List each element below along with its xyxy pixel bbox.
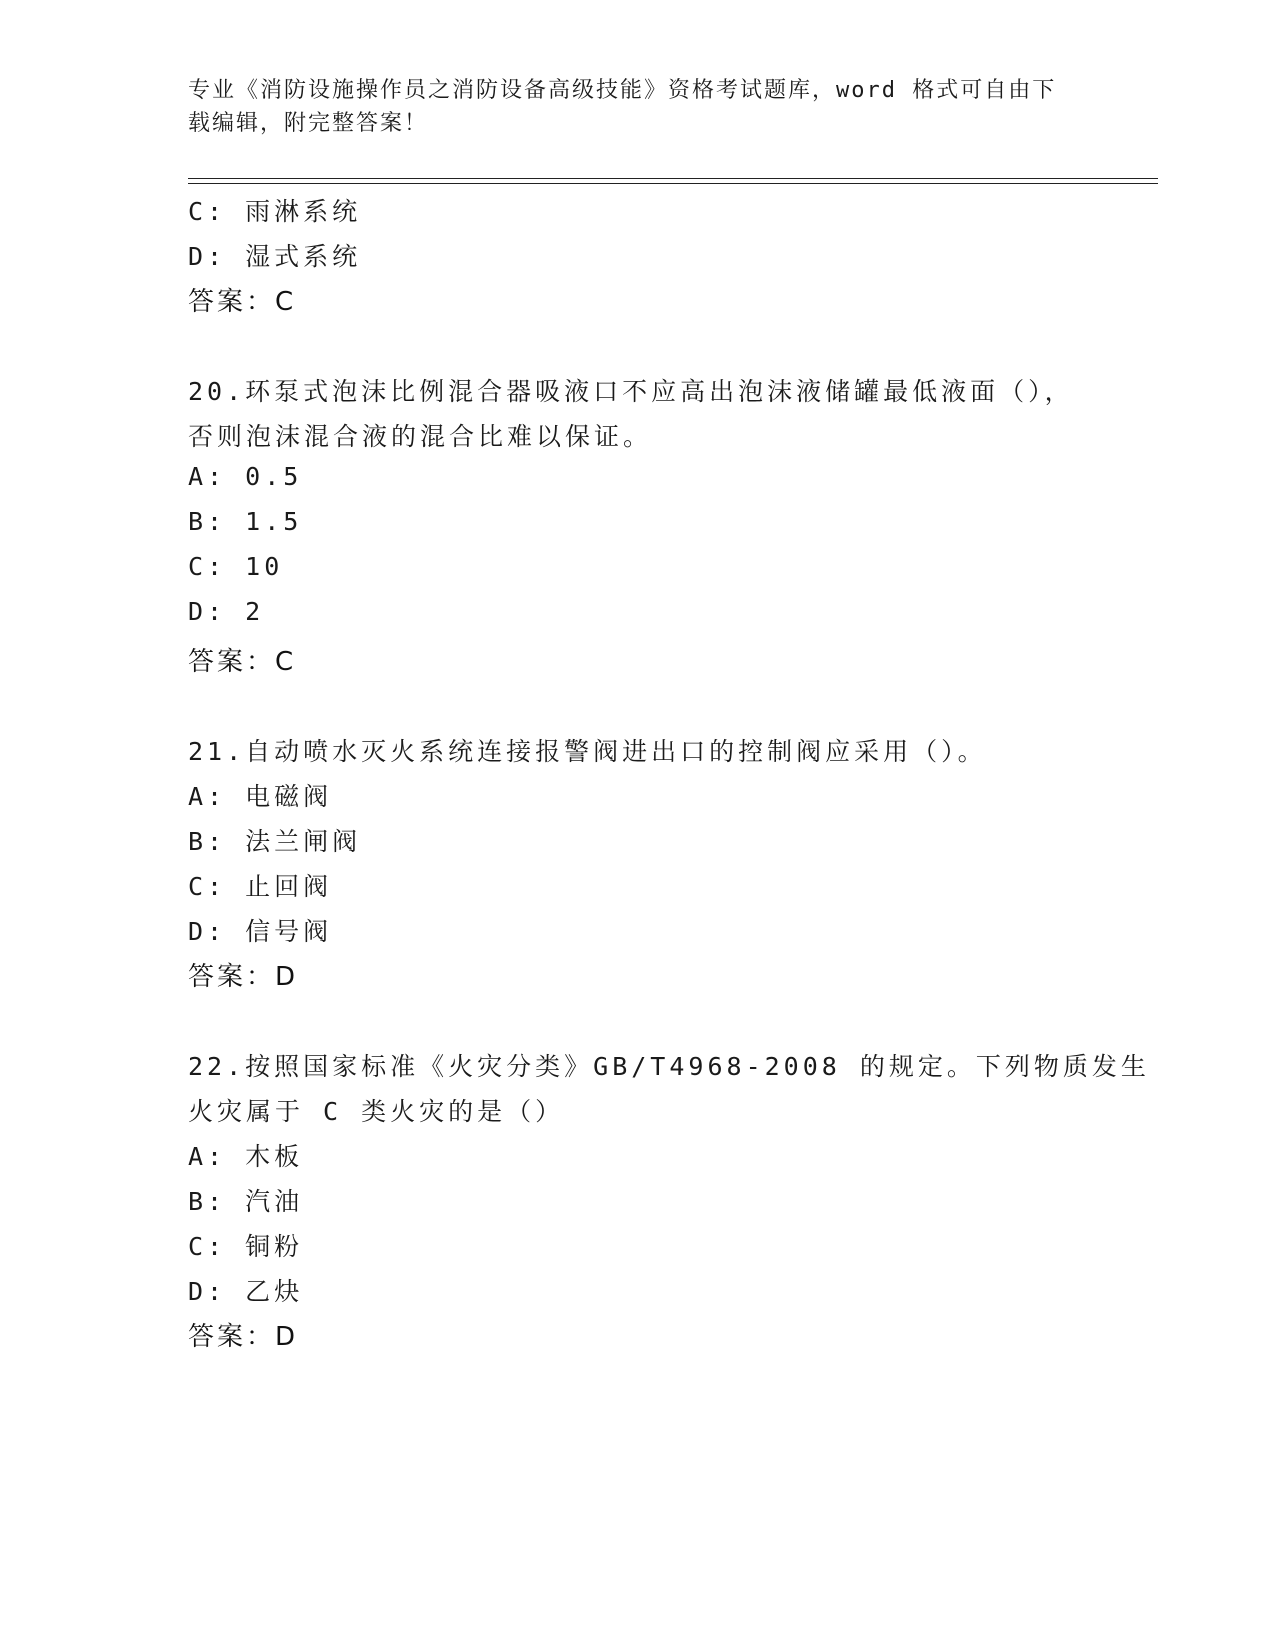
q21-option-a: A: 电磁阀 [188, 782, 333, 811]
q22-option-d: D: 乙炔 [188, 1277, 304, 1306]
q21-option-b: B: 法兰闸阀 [188, 827, 362, 856]
q21-option-d: D: 信号阀 [188, 917, 333, 946]
header-line-1: 专业《消防设施操作员之消防设备高级技能》资格考试题库，word 格式可自由下 [188, 78, 1057, 103]
q20-option-b: B: 1.5 [188, 507, 303, 536]
header-rule-bottom [188, 183, 1158, 184]
q19-answer: 答案：C [188, 287, 297, 317]
page-header [188, 74, 1068, 140]
q22-option-c: C: 铜粉 [188, 1232, 304, 1261]
q19-option-d: D: 湿式系统 [188, 242, 362, 271]
q22-option-b: B: 汽油 [188, 1187, 304, 1216]
q20-option-d: D: 2 [188, 597, 265, 626]
q20-option-a: A: 0.5 [188, 462, 303, 491]
q22-stem-line-2: 火灾属于 C 类火灾的是（） [188, 1097, 565, 1126]
q20-option-c: C: 10 [188, 552, 284, 581]
header-rule-top [188, 178, 1158, 179]
q20-stem-line-2: 否则泡沫混合液的混合比难以保证。 [188, 422, 653, 451]
q19-option-c: C: 雨淋系统 [188, 197, 362, 226]
q21-answer: 答案：D [188, 962, 299, 992]
q22-option-a: A: 木板 [188, 1142, 304, 1171]
q21-option-c: C: 止回阀 [188, 872, 333, 901]
q20-answer: 答案：C [188, 647, 297, 677]
q22-stem-line-1: 22.按照国家标准《火灾分类》GB/T4968-2008 的规定。下列物质发生 [188, 1052, 1150, 1081]
q21-stem-line-1: 21.自动喷水灭火系统连接报警阀进出口的控制阀应采用（）。 [188, 737, 987, 766]
header-line-2: 载编辑，附完整答案！ [188, 111, 429, 136]
q20-stem-line-1: 20.环泵式泡沫比例混合器吸液口不应高出泡沫液储罐最低液面（）， [188, 377, 1074, 406]
q22-answer: 答案：D [188, 1322, 299, 1352]
